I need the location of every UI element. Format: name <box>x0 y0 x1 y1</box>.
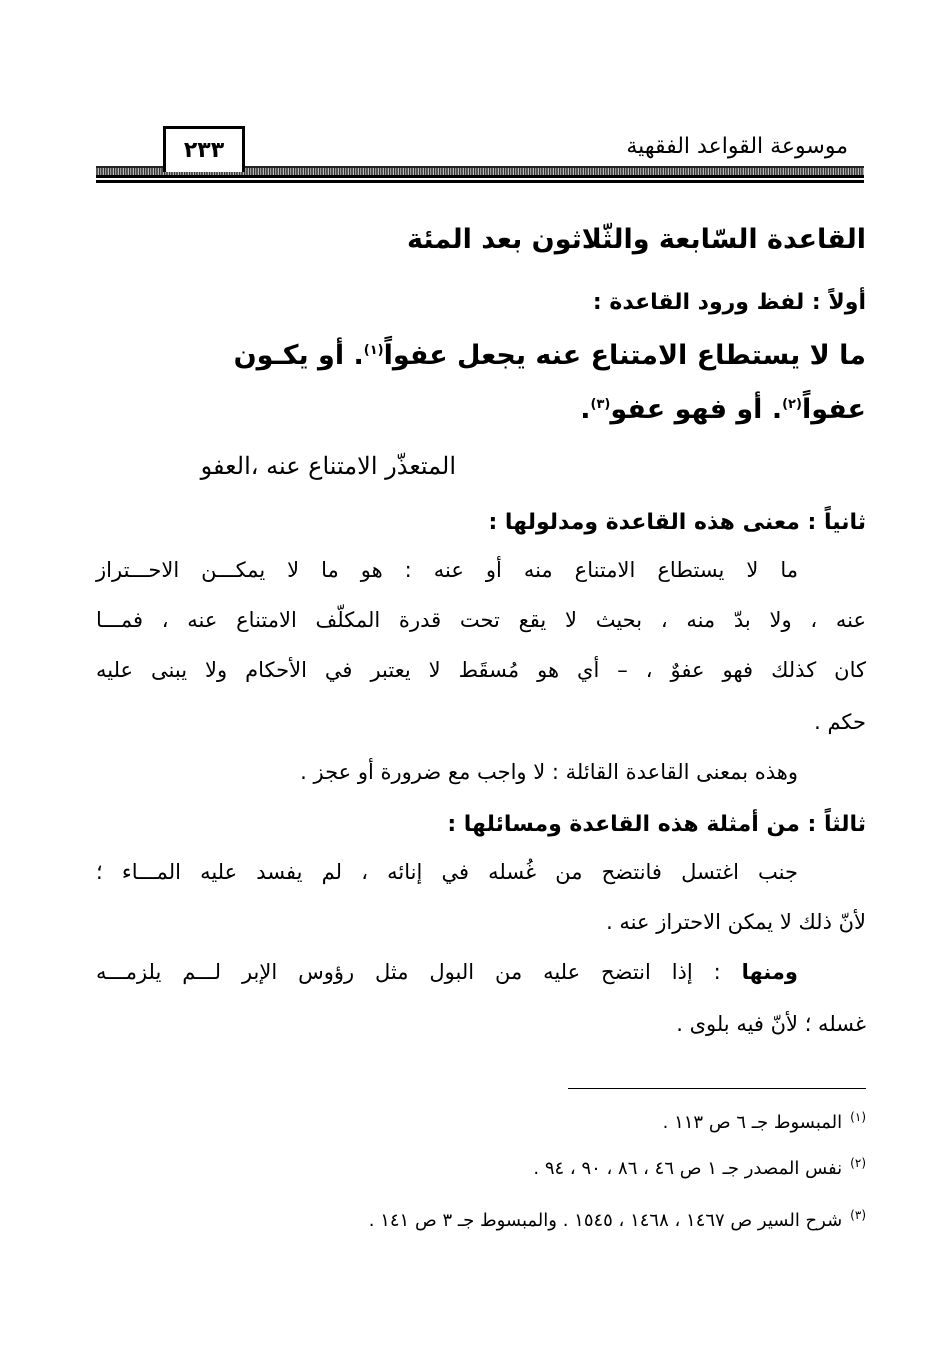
rule-title: القاعدة السّابعة والثّلاثون بعد المئة <box>407 224 866 255</box>
footnote-text: شرح السير ص ١٤٦٧ ، ١٤٦٨ ، ١٥٤٥ . والمبسوط جـ ٣ ص ١٤١ . <box>368 1210 843 1231</box>
rule-statement-part: ما لا يستطاع الامتناع عنه يجعل عفواً <box>383 340 866 371</box>
footnote-mark: (٣) <box>850 1208 866 1222</box>
meaning-line-1: ما لا يستطاع الامتناع منه أو عنه : هو ما لا يمكـــن الاحـــتراز <box>96 558 798 582</box>
example-1-line-1: جنب اغتسل فانتضح من غُسله في إنائه ، لم يفسد عليه المـــاء ؛ <box>96 860 798 884</box>
meaning-extra: وهذه بمعنى القاعدة القائلة : لا واجب مع ضرورة أو عجز . <box>300 760 798 784</box>
example-2-line-1 <box>96 960 798 984</box>
footnote-text: نفس المصدر جـ ١ ص ٤٦ ، ٨٦ ، ٩٠ ، ٩٤ . <box>533 1158 843 1179</box>
footnote-separator <box>568 1088 866 1089</box>
example-2-label: ومنها <box>741 960 798 984</box>
footnote-1 <box>663 1110 866 1133</box>
footnote-ref-1: (١) <box>363 343 384 358</box>
keywords-line: المتعذّر الامتناع عنه ،العفو <box>200 452 456 480</box>
rule-statement-part: . <box>580 394 591 425</box>
footnote-mark: (١) <box>850 1110 866 1124</box>
meaning-line-4: حكم . <box>814 710 866 734</box>
section-heading-meaning: ثانياً : معنى هذه القاعدة ومدلولها : <box>488 510 866 535</box>
page-number: ٢٣٣ <box>163 126 245 172</box>
footnote-mark: (٢) <box>850 1156 866 1170</box>
section-heading-examples: ثالثاً : من أمثلة هذه القاعدة ومسائلها : <box>447 812 866 837</box>
rule-statement-part: . أو فهو عفو <box>610 394 783 425</box>
example-2-line-2: غسله ؛ لأنّ فيه بلوى . <box>676 1012 866 1036</box>
example-2-text: : إذا انتضح عليه من البول مثل رؤوس الإبر لـــم يلزمـــه <box>96 960 721 984</box>
meaning-line-3: كان كذلك فهو عفوٌ ، – أي هو مُسقَط لا يعتبر في الأحكام ولا يبنى عليه <box>96 658 866 682</box>
footnote-text: المبسوط جـ ٦ ص ١١٣ . <box>662 1112 843 1133</box>
rule-statement-part: عفواً <box>801 394 866 425</box>
example-1-line-2: لأنّ ذلك لا يمكن الاحتراز عنه . <box>606 910 866 934</box>
rule-statement-part: . أو يكـون <box>233 340 364 371</box>
meaning-line-2: عنه ، ولا بدّ منه ، بحيث لا يقع تحت قدرة المكلّف الامتناع عنه ، فمـــا <box>96 608 866 632</box>
footnote-3 <box>369 1208 866 1231</box>
footnote-ref-2: (٢) <box>782 397 802 412</box>
footnote-2 <box>533 1156 866 1179</box>
footnote-ref-3: (٣) <box>590 397 611 412</box>
running-header-title: موسوعة القواعد الفقهية <box>626 134 848 159</box>
rule-statement-line-2 <box>580 394 866 425</box>
rule-statement-line-1 <box>234 340 866 371</box>
header-rule-underline <box>96 180 864 183</box>
section-heading-wording: أولاً : لفظ ورود القاعدة : <box>592 290 866 315</box>
